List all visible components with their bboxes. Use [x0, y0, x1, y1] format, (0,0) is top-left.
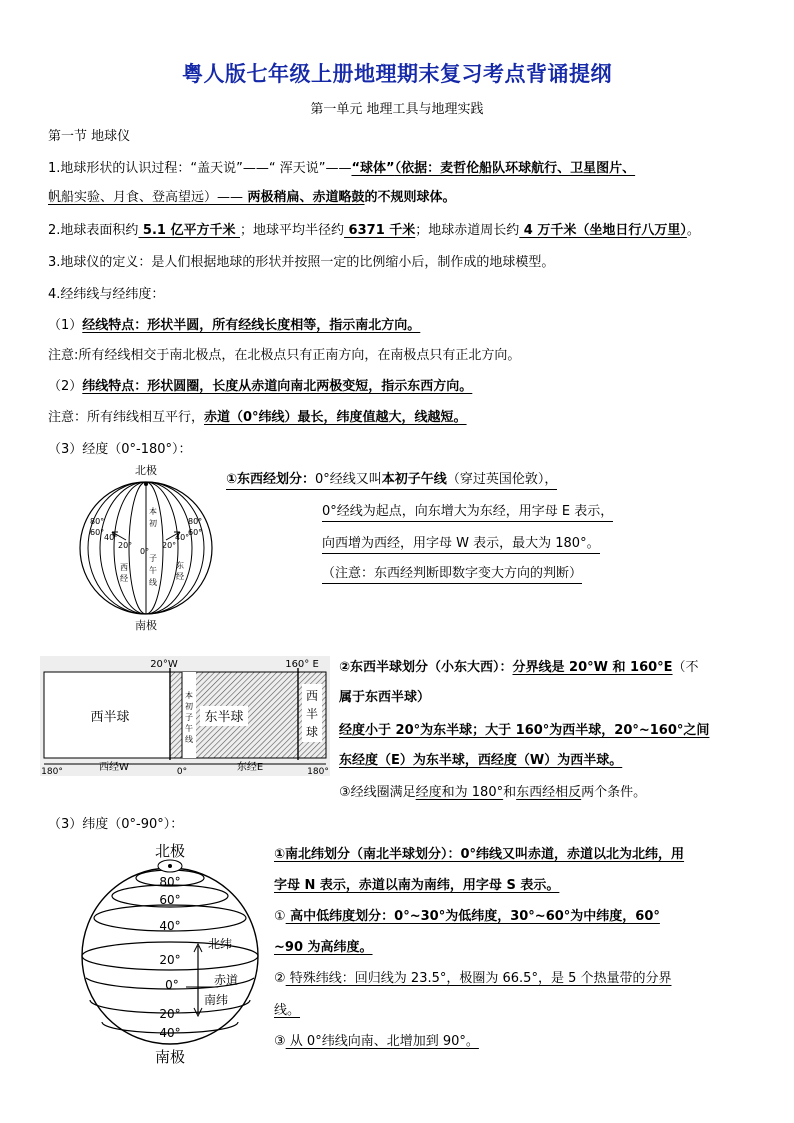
lat-line-2: 字母 N 表示，赤道以南为南纬，用字母 S 表示。 [274, 878, 560, 893]
south-lat-label: 南纬 [203, 993, 229, 1007]
hp-5: 线 [185, 735, 193, 744]
lat-20n: 20° [159, 953, 181, 967]
p8-equator: 赤道（0°纬线）最长，纬度值越大，线越短。 [204, 410, 467, 425]
lat-l7-num: ③ [274, 1034, 286, 1049]
north-lat-label: 北纬 [207, 937, 233, 951]
p2-area: 5.1 亿平方千米 [138, 223, 241, 238]
le-80: 80° [188, 517, 203, 526]
lat-l3-text: 高中低纬度划分：0°~30°为低纬度，30°~60°为中纬度，60° [285, 909, 660, 924]
hp-2: 初 [185, 702, 193, 711]
paragraph-3: 3.地球仪的定义：是人们根据地球的形状并按照一定的比例缩小后，制作成的地球模型。 [48, 255, 555, 270]
section-heading: 第一节 地球仪 [48, 129, 131, 144]
paragraph-5 [48, 317, 420, 335]
prime-5: 线 [149, 578, 157, 587]
be-label: 东经E [236, 762, 264, 773]
west-hemi-label: 西半球 [90, 710, 130, 725]
lat-l3-num: ① [274, 909, 286, 924]
globe1-north-pole [144, 482, 148, 486]
paragraph-7 [48, 378, 472, 396]
west-label-1: 西 [120, 563, 128, 572]
le-40: 40° [175, 533, 190, 542]
p5-meridian: 经线特点：形状半圆，所有经线长度相等，指示南北方向。 [82, 318, 421, 333]
prime-3: 子 [149, 554, 157, 563]
lat-line-4: ~90 为高纬度。 [274, 940, 373, 955]
p2-text: 2.地球表面积约 [48, 223, 139, 238]
hemi-line-3: 经度小于 20°为东半球；大于 160°为西半球，20°~160°之间 [339, 723, 710, 738]
lat-0: 0° [165, 978, 179, 992]
hemi-l5-b: 经度和为 180° [415, 785, 504, 800]
hemi-line-1 [339, 659, 699, 677]
lon-line-3 [322, 535, 600, 554]
e160-label: 160° E [285, 659, 319, 670]
lat-l5-text: 特殊纬线：回归线为 23.5°，极圈为 66.5°，是 5 个热量带的分界 [285, 971, 672, 986]
hemi-l5-d: 东西经相反 [516, 785, 582, 800]
hemi-line-4: 东经度（E）为东半球，西经度（W）为西半球。 [339, 753, 623, 768]
lon-line-1 [226, 471, 557, 490]
hemi-line-5 [339, 784, 646, 802]
p1-text: 1.地球形状的认识过程：“盖天说”——“ 浑天说”—— [48, 161, 352, 176]
lw-60: 60° [90, 528, 105, 537]
lat-line-3 [274, 908, 660, 926]
lon-l4-text: （注意：东西经判断即数字变大方向的判断） [322, 565, 582, 584]
b0-label: 0° [176, 767, 188, 777]
hw-1: 西 [305, 689, 319, 703]
prime-2: 初 [149, 519, 157, 528]
paragraph-1-line-2 [48, 189, 456, 207]
p1-sphere: “球体” [351, 161, 395, 176]
hemi-l5-a: ③经线圈满足 [339, 785, 416, 800]
globe1-south-label: 南极 [135, 619, 157, 632]
lon-l1-prime: 本初子午线 [381, 472, 447, 487]
lat-line-1: ①南北纬划分（南北半球划分）：0°纬线又叫赤道，赤道以北为北纬，用 [274, 847, 685, 862]
p1-shape: 两极稍扁、赤道略鼓 [243, 190, 365, 205]
p2-end: 。 [686, 223, 700, 238]
globe2-north-label: 北极 [154, 842, 186, 860]
bw-label: 西经W [99, 762, 129, 773]
lat-line-5 [274, 970, 671, 988]
p7-num: （2） [48, 379, 83, 394]
latitude-globe-diagram [78, 838, 262, 1066]
equator-label: 赤道 [213, 973, 239, 987]
lon-l2-text: 0°经线为起点，向东增大为东经，用字母 E 表示， [322, 503, 613, 522]
paragraph-2 [48, 222, 700, 240]
le-60: 60° [188, 528, 203, 537]
hemisphere-diagram [40, 654, 332, 778]
west-label-2: 经 [120, 574, 128, 583]
p1-evidence-cont: 帆船实验、月食、登高望远）—— [48, 190, 244, 205]
hp-4: 午 [185, 724, 193, 733]
lon-l1-head: ①东西经划分： [226, 472, 316, 487]
p1-evidence: （依据：麦哲伦船队环球航行、卫星图片、 [394, 161, 636, 176]
east-label-2: 经 [176, 572, 184, 581]
lw-20: 20° [118, 541, 133, 550]
p2-circumference: 4 万千米（坐地日行八万里） [519, 223, 687, 238]
prime-4: 午 [149, 566, 157, 575]
lat-60: 60° [159, 893, 181, 907]
hemi-l5-c: 和 [503, 785, 517, 800]
paragraph-6: 注意:所有经线相交于南北极点，在北极点只有正南方向，在南极点只有正北方向。 [48, 348, 521, 363]
p5-num: （1） [48, 318, 83, 333]
lw-80: 80° [90, 517, 105, 526]
lat-40n: 40° [159, 919, 181, 933]
lat-l7-text: 从 0°纬线向南、北增加到 90°。 [285, 1034, 479, 1049]
lon-l3-text: 向西增为西经，用字母 W 表示，最大为 180°。 [322, 535, 600, 554]
hp-3: 子 [185, 713, 193, 722]
w20-label: 20°W [150, 659, 178, 670]
hw-2: 半 [305, 707, 319, 721]
p2-text3: ；地球赤道周长约 [415, 223, 520, 238]
longitude-globe-diagram [76, 462, 226, 634]
p2-radius: 6371 千米 [344, 223, 416, 238]
lat-line-7 [274, 1033, 479, 1051]
east-hemi-label: 东半球 [204, 710, 244, 725]
unit-heading: 第一单元 地理工具与地理实践 [310, 102, 484, 117]
paragraph-8 [48, 409, 467, 427]
lat-l5-num: ② [274, 971, 286, 986]
globe1-north-label: 北极 [135, 464, 157, 477]
p7-parallel: 纬线特点：形状圆圈，长度从赤道向南北两极变短，指示东西方向。 [82, 379, 473, 394]
hemi-l5-e: 两个条件。 [581, 785, 647, 800]
lat-40s: 40° [159, 1026, 181, 1040]
lon-zero: 0° [140, 547, 150, 556]
page-title: 粤人版七年级上册地理期末复习考点背诵提纲 [182, 62, 612, 86]
lon-line-2 [322, 503, 613, 522]
p2-text2: ；地球平均半径约 [240, 223, 345, 238]
hw-3: 球 [305, 725, 319, 739]
hemi-l1-boundary: 分界线是 20°W 和 160°E [512, 660, 673, 675]
lon-l1-text: 0°经线又叫 [315, 472, 382, 487]
lat-80: 80° [159, 875, 181, 889]
lon-l1-end: （穿过英国伦敦）， [446, 472, 558, 487]
paragraph-10: （3）纬度（0°-90°）： [48, 817, 184, 832]
globe2-south-label: 南极 [154, 1048, 186, 1066]
b180-right: 180° [307, 767, 329, 777]
paragraph-1-line-1 [48, 160, 635, 178]
lw-40: 40° [104, 533, 119, 542]
b180-left: 180° [41, 767, 63, 777]
p8-text: 注意：所有纬线相互平行， [48, 410, 205, 425]
hemi-l1-end: （不 [672, 660, 699, 675]
le-20: 20° [162, 541, 177, 550]
lat-20s: 20° [159, 1007, 181, 1021]
globe2-north-pole [168, 864, 172, 868]
prime-1: 本 [149, 507, 157, 516]
lon-line-4 [322, 565, 582, 584]
lat-line-6: 线。 [274, 1003, 301, 1018]
east-label-1: 东 [176, 561, 184, 570]
paragraph-4: 4.经纬线与经纬度： [48, 287, 165, 302]
paragraph-9: （3）经度（0°-180°）： [48, 442, 192, 457]
hemi-l1-head: ②东西半球划分（小东大西）： [339, 660, 513, 675]
hemi-line-2: 属于东西半球） [339, 690, 431, 705]
p1-end: 的不规则球体。 [364, 190, 456, 205]
hp-1: 本 [185, 691, 193, 700]
